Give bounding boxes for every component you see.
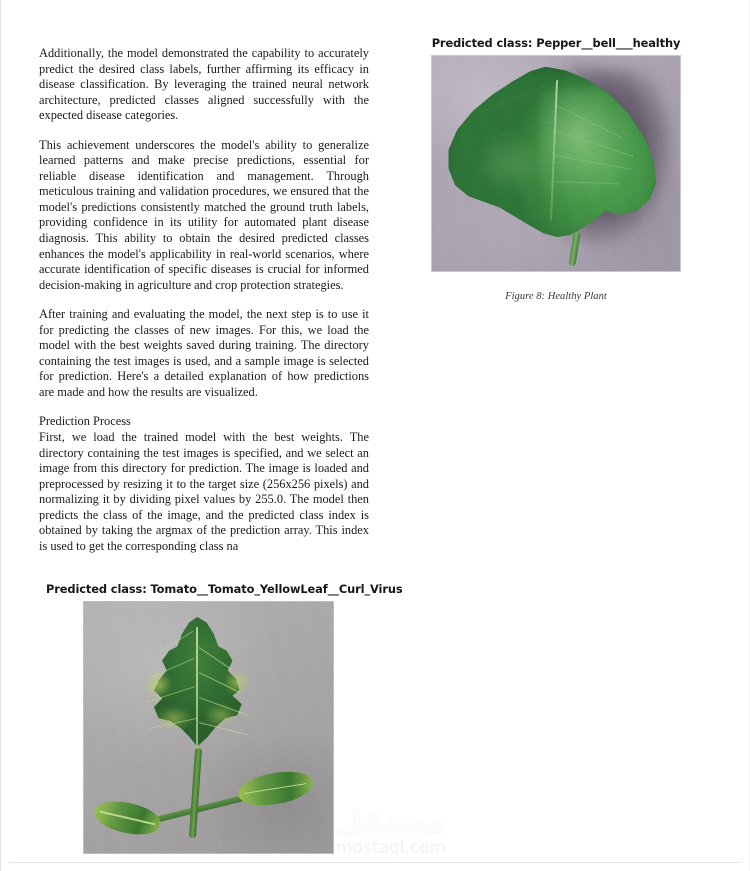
watermark-latin-text: mostaql.com	[336, 838, 447, 858]
figure-top-image	[431, 55, 681, 272]
paragraph-3: After training and evaluating the model, the next step is to use it for predicting the classes of new images. For this, we load the model with the best weights saved during training. The directory containing the test images is used, and a sample image is selected for prediction. Here's a detailed explanation of how predictions are made and how the results are visualized.	[39, 307, 369, 399]
figure-healthy-plant	[431, 36, 681, 302]
figure-bottom-image	[83, 601, 334, 854]
watermark-arabic-text: مستقل	[336, 805, 446, 840]
body-text-column	[39, 46, 369, 554]
paragraph-2: This achievement underscores the model's ability to generalize learned patterns and make precise predictions, essential for reliable disease identification and management. Through meticulous training and validation procedures, we ensured that the model's predictions consistently matched the ground truth labels, providing confidence in its utility for automated plant disease diagnosis. This ability to obtain the desired predicted classes enhances the model's applicability in real-world scenarios, where accurate identification of specific diseases is crucial for informed decision-making in agriculture and crop protection strategies.	[39, 137, 369, 292]
section-heading-prediction-process: Prediction Process	[39, 414, 131, 429]
photo-grain-texture	[432, 56, 680, 271]
figure-top-caption: Figure 8: Healthy Plant	[505, 291, 607, 302]
paragraph-4: First, we load the trained model with the best weights. The directory containing the test images is specified, and we select an image from this directory for prediction. The image is loaded and preprocessed by resizing it to the target size (256x256 pixels) and normalizing it by dividing pixel values by 255.0. The model then predicts the class of the image, and the predicted class index is obtained by taking the argmax of the prediction array. This index is used to get the corresponding class na	[39, 430, 369, 553]
figure-top-plot-title: Predicted class: Pepper__bell___healthy	[431, 36, 681, 50]
pepper-leaf-photo-background	[432, 56, 680, 271]
figure-bottom-plot-title: Predicted class: Tomato__Tomato_YellowLeaf__Curl_Virus	[46, 582, 403, 596]
page-bottom-divider	[9, 862, 741, 863]
tomato-leaf-photo-background	[84, 602, 333, 853]
photo-grain-texture	[84, 602, 333, 853]
paragraph-1: Additionally, the model demonstrated the capability to accurately predict the desired class labels, further affirming its efficacy in disease classification. By leveraging the trained neural network architecture, predicted classes aligned successfully with the expected disease categories.	[39, 46, 369, 123]
